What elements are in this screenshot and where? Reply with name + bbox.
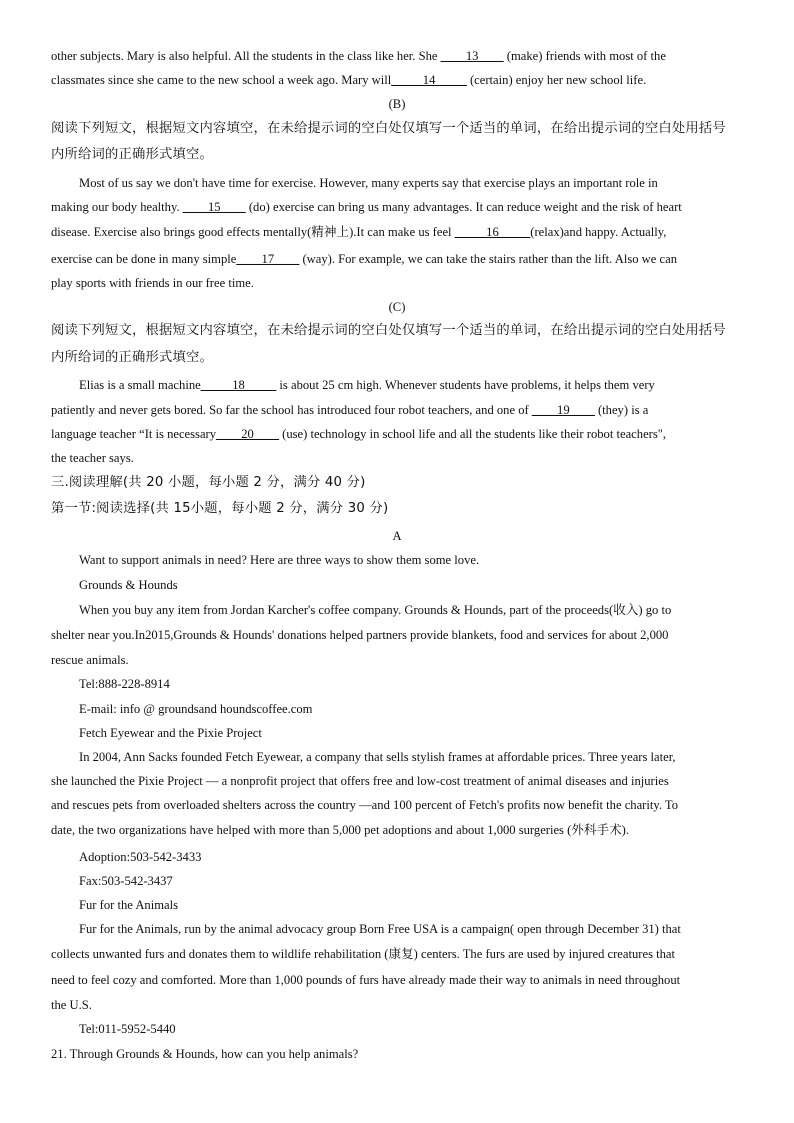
paragraph-line: collects unwanted furs and donates them to wildlife rehabilitation (康复) centers. The furs are used by injured creatures that xyxy=(51,947,675,961)
instruction-line: 阅读下列短文，根据短文内容填空，在未给提示词的空白处仅填写一个适当的单词，在给出提示词的空白处用括号 xyxy=(51,323,726,338)
contact-line: Tel:888-228-8914 xyxy=(79,677,170,691)
paragraph-line: Want to support animals in need? Here are three ways to show them some love. xyxy=(79,553,480,567)
passage-label-a: A xyxy=(392,529,402,543)
contact-line: Adoption:503-542-3433 xyxy=(79,850,202,864)
instruction-line: 内所给词的正确形式填空。 xyxy=(51,147,213,162)
passage-a-line: other subjects. Mary is also helpful. All the students in the class like her. She ____13____ (make) friends with most of the xyxy=(51,49,666,63)
paragraph-line: Most of us say we don't have time for exercise. However, many experts say that exercise plays an important role in xyxy=(79,176,658,190)
blank-19: ____19____ xyxy=(531,403,595,417)
paragraph-line: rescue animals. xyxy=(51,653,129,667)
blank-13: ____13____ xyxy=(440,49,504,63)
paragraph-line: play sports with friends in our free time. xyxy=(51,276,254,290)
contact-line: Fax:503-542-3437 xyxy=(79,874,173,888)
part-heading: 三.阅读理解(共 20 小题，每小题 2 分，满分 40 分) xyxy=(51,475,366,490)
paragraph-line: In 2004, Ann Sacks founded Fetch Eyewear, a company that sells stylish frames at affordable prices. Three years later, xyxy=(79,750,676,764)
paragraph-line: language teacher “It is necessary____20____ (use) technology in school life and all the students like their robot teachers", xyxy=(51,427,667,441)
paragraph-line: the teacher says. xyxy=(51,451,134,465)
section-label-b: (B) xyxy=(388,97,406,111)
blank-17: ____17____ xyxy=(236,252,300,266)
paragraph-line: Fur for the Animals, run by the animal advocacy group Born Free USA is a campaign( open through December 31) that xyxy=(79,922,681,936)
paragraph-line: When you buy any item from Jordan Karcher's coffee company. Grounds & Hounds, part of the proceeds(收入) go to xyxy=(79,603,672,617)
instruction-line: 内所给词的正确形式填空。 xyxy=(51,350,213,365)
blank-20: ____20____ xyxy=(216,427,279,441)
paragraph-line: disease. Exercise also brings good effects mentally(精神上).It can make us feel _____16_____(relax)and happy. Actually, xyxy=(51,225,667,239)
paragraph-line: need to feel cozy and comforted. More than 1,000 pounds of furs have already made their way to animals in need throughout xyxy=(51,973,681,987)
paragraph-line: date, the two organizations have helped with more than 5,000 pet adoptions and about 1,000 surgeries (外科手术). xyxy=(51,823,630,837)
contact-line: Tel:011-5952-5440 xyxy=(79,1022,176,1036)
part-subheading: 第一节:阅读选择(共 15小题，每小题 2 分，满分 30 分) xyxy=(51,501,389,516)
paragraph-line: patiently and never gets bored. So far the school has introduced four robot teachers, and one of ____19____ (they) is a xyxy=(51,403,649,417)
subheading: Fur for the Animals xyxy=(79,898,178,912)
paragraph-line: making our body healthy. ____15____ (do) exercise can bring us many advantages. It can reduce weight and the risk of heart xyxy=(51,200,682,214)
blank-16: _____16_____ xyxy=(454,225,531,239)
blank-15: ____15____ xyxy=(182,200,246,214)
subheading: Grounds & Hounds xyxy=(79,578,178,592)
instruction-line: 阅读下列短文，根据短文内容填空，在未给提示词的空白处仅填写一个适当的单词，在给出提示词的空白处用括号 xyxy=(51,121,726,136)
subheading: Fetch Eyewear and the Pixie Project xyxy=(79,726,262,740)
paragraph-line: and rescues pets from overloaded shelters across the country —and 100 percent of Fetch's profits now benefit the charity. To xyxy=(51,798,679,812)
paragraph-line: the U.S. xyxy=(51,998,92,1012)
paragraph-line: exercise can be done in many simple____17____ (way). For example, we can take the stairs rather than the lift. Also we can xyxy=(51,252,677,266)
section-label-c: (C) xyxy=(388,300,406,314)
paragraph-line: Elias is a small machine_____18_____ is about 25 cm high. Whenever students have problems, it helps them very xyxy=(79,378,655,392)
paragraph-line: she launched the Pixie Project — a nonprofit project that offers free and low-cost treatment of animal diseases and injuries xyxy=(51,774,669,788)
blank-14: _____14_____ xyxy=(391,73,467,87)
paragraph-line: shelter near you.In2015,Grounds & Hounds' donations helped partners provide blankets, food and services for about 2,000 xyxy=(51,628,669,642)
question-21: 21. Through Grounds & Hounds, how can you help animals? xyxy=(51,1047,359,1061)
contact-line: E-mail: info @ groundsand houndscoffee.com xyxy=(79,702,313,716)
passage-a-line: classmates since she came to the new school a week ago. Mary will_____14_____ (certain) enjoy her new school life. xyxy=(51,73,647,87)
blank-18: _____18_____ xyxy=(200,378,277,392)
